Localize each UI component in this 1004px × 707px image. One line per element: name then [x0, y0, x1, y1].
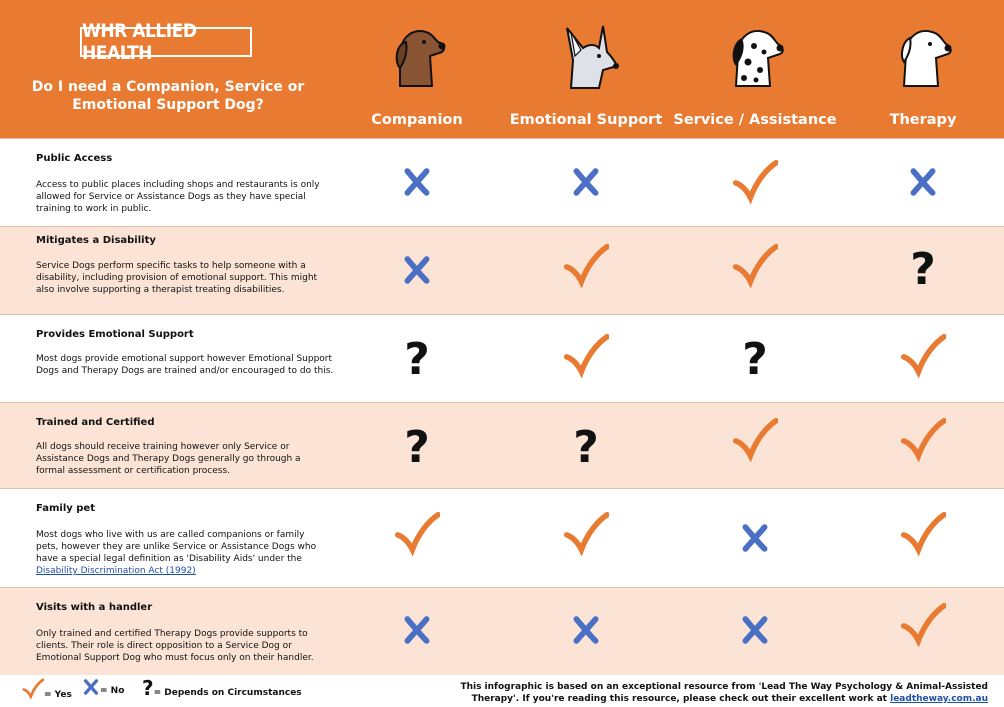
mark-cell	[392, 509, 442, 559]
row-description: All dogs should receive training however only Service or Assistance Dogs and Therapy Dogs generally go through a formal assessment or certification process.	[36, 442, 301, 476]
legend-no	[82, 678, 124, 696]
question-mark-icon: ?	[742, 334, 768, 385]
legend-no-label: = No	[100, 686, 125, 696]
column-header-therapy: Therapy	[889, 112, 957, 128]
mark-cell	[730, 335, 780, 385]
footnote: This infographic is based on an exceptional resource from 'Lead The Way Psychology & Animal-Assisted Therapy'. If you're reading this resource, please check out their excellent work at leadtheway.com.au	[460, 682, 988, 704]
row-description: Access to public places including shops and restaurants is only allowed for Service or Assistance Dogs as they have special training to work in public.	[36, 180, 320, 214]
check-icon	[900, 511, 946, 557]
grey-dog-icon	[551, 22, 621, 92]
check-icon	[563, 243, 609, 289]
cross-icon	[570, 614, 602, 646]
leadtheway-link[interactable]: leadtheway.com.au	[890, 694, 988, 704]
legend-yes-label: = Yes	[44, 690, 72, 700]
table-row	[0, 402, 1004, 488]
mark-cell	[898, 331, 948, 381]
question-mark-icon: ?	[910, 244, 936, 295]
column-header-service-assistance: Service / Assistance	[673, 112, 837, 128]
mark-cell	[730, 415, 780, 465]
check-icon	[732, 417, 778, 463]
mark-cell	[392, 245, 442, 295]
table-row	[0, 587, 1004, 675]
cross-icon	[739, 614, 771, 646]
mark-cell	[730, 605, 780, 655]
logo-text: WHR ALLIED HEALTH	[82, 20, 197, 64]
mark-cell	[730, 157, 780, 207]
cross-icon	[401, 614, 433, 646]
cross-icon	[570, 166, 602, 198]
column-header-companion: Companion	[371, 112, 463, 128]
mark-cell	[561, 605, 611, 655]
mark-cell	[561, 423, 611, 473]
row-title: Trained and Certified	[36, 417, 155, 428]
mark-cell	[392, 335, 442, 385]
mark-cell	[898, 415, 948, 465]
legend-yes	[22, 678, 72, 700]
check-icon	[563, 511, 609, 557]
check-icon	[900, 333, 946, 379]
table-row	[0, 226, 1004, 314]
white-dog-icon	[888, 22, 958, 92]
row-title: Family pet	[36, 503, 95, 514]
column-header-emotional-support: Emotional Support	[509, 112, 663, 128]
brown-dog-icon	[382, 22, 452, 92]
header-banner	[0, 0, 1004, 138]
cross-icon	[739, 522, 771, 554]
row-description: Most dogs who live with us are called companions or family pets, however they are unlike Service or Assistance Dogs who have a special legal definition as 'Disability Aids' under the Disability Discrimination Act (1992)	[36, 530, 317, 576]
check-icon	[22, 678, 44, 700]
mark-cell	[730, 513, 780, 563]
check-icon	[732, 159, 778, 205]
question-mark-icon: ?	[142, 676, 154, 700]
table-row	[0, 138, 1004, 226]
mark-cell	[392, 157, 442, 207]
mark-cell	[730, 241, 780, 291]
check-icon	[900, 602, 946, 648]
check-icon	[563, 333, 609, 379]
legend-depends-label: = Depends on Circumstances	[153, 688, 302, 698]
row-description: Service Dogs perform specific tasks to help someone with a disability, including provision of emotional support. This might also involve supporting a therapist treating disabilities.	[36, 261, 318, 295]
question-mark-icon: ?	[404, 422, 430, 473]
cross-icon	[401, 166, 433, 198]
question-mark-icon: ?	[573, 422, 599, 473]
mark-cell	[898, 509, 948, 559]
cross-icon	[82, 678, 100, 696]
mark-cell	[561, 509, 611, 559]
row-title: Public Access	[36, 153, 113, 164]
cross-icon	[907, 166, 939, 198]
table-row	[0, 314, 1004, 402]
dalmatian-dog-icon	[720, 22, 790, 92]
cross-icon	[401, 254, 433, 286]
row-description: Only trained and certified Therapy Dogs provide supports to clients. Their role is direct opposition to a Service Dog or Emotional Support Dog who must focus only on their handler.	[36, 629, 314, 663]
legislation-link[interactable]: Disability Discrimination Act (1992)	[36, 566, 196, 576]
mark-cell	[898, 600, 948, 650]
row-title: Provides Emotional Support	[36, 329, 194, 340]
check-icon	[900, 417, 946, 463]
row-description: Most dogs provide emotional support however Emotional Support Dogs and Therapy Dogs are trained and/or encouraged to do this.	[36, 354, 334, 376]
mark-cell	[898, 157, 948, 207]
table-row	[0, 488, 1004, 587]
check-icon	[732, 243, 778, 289]
legend-depends	[142, 678, 302, 698]
page-title: Do I need a Companion, Service or Emotional Support Dog?	[31, 79, 305, 113]
question-mark-icon: ?	[404, 334, 430, 385]
check-icon	[394, 511, 440, 557]
mark-cell	[898, 245, 948, 295]
mark-cell	[561, 157, 611, 207]
row-title: Visits with a handler	[36, 602, 153, 613]
mark-cell	[392, 605, 442, 655]
mark-cell	[392, 423, 442, 473]
mark-cell	[561, 241, 611, 291]
logo	[80, 20, 252, 64]
mark-cell	[561, 331, 611, 381]
row-title: Mitigates a Disability	[36, 235, 156, 246]
